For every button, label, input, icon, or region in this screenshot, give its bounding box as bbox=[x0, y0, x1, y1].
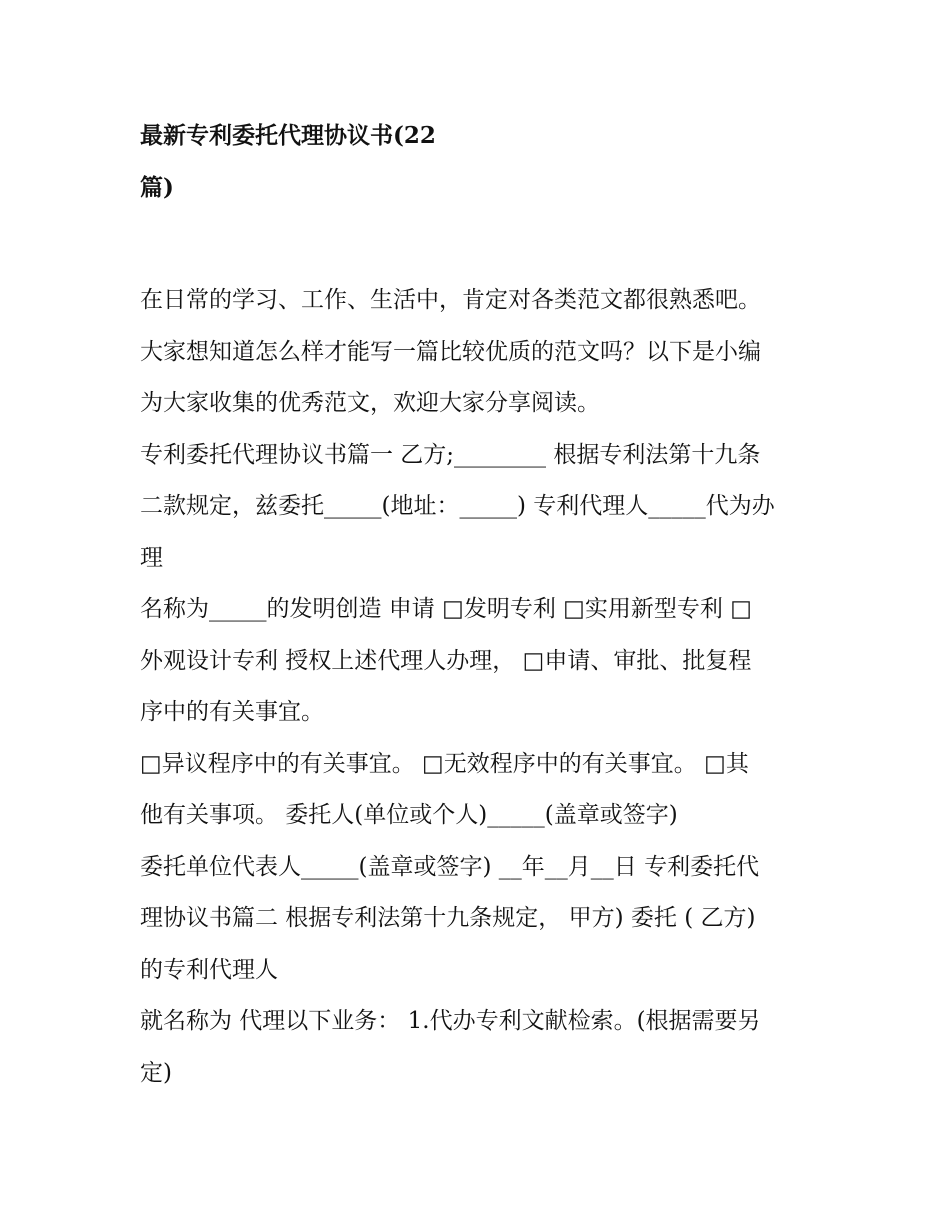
body-line: 为大家收集的优秀范文，欢迎大家分享阅读。 bbox=[140, 390, 600, 416]
body-line: 专利委托代理协议书篇一 乙方;________ 根据专利法第十九条 bbox=[140, 441, 761, 468]
body-line: 二款规定，兹委托_____(地址：_____) 专利代理人_____代为办 bbox=[140, 493, 775, 519]
body-line: 理 bbox=[140, 544, 163, 571]
body-line: 大家想知道怎么样才能写一篇比较优质的范文吗？以下是小编 bbox=[140, 338, 761, 365]
document-body bbox=[140, 275, 830, 1099]
body-line: 他有关事项。 委托人(单位或个人)_____(盖章或签字) bbox=[140, 802, 678, 828]
body-line: 理协议书篇二 根据专利法第十九条规定， 甲方) 委托 ( 乙方) bbox=[140, 905, 756, 931]
body-line: 就名称为 代理以下业务： 1.代办专利文献检索。(根据需要另 bbox=[140, 1008, 761, 1034]
body-line: 在日常的学习、工作、生活中，肯定对各类范文都很熟悉吧。 bbox=[140, 287, 761, 313]
body-line: 外观设计专利 授权上述代理人办理， □申请、审批、批复程 bbox=[140, 647, 752, 674]
title-line: 篇) bbox=[140, 173, 174, 201]
body-line: 委托单位代表人_____(盖章或签字) __年__月__日 专利委托代 bbox=[140, 853, 760, 880]
document-title bbox=[140, 110, 820, 213]
body-line: □异议程序中的有关事宜。 □无效程序中的有关事宜。 □其 bbox=[140, 750, 749, 777]
body-line: 序中的有关事宜。 bbox=[140, 699, 324, 725]
body-line: 定) bbox=[140, 1059, 172, 1086]
body-line: 名称为_____的发明创造 申请 □发明专利 □实用新型专利 □ bbox=[140, 596, 752, 622]
title-line: 最新专利委托代理协议书(22 bbox=[140, 122, 436, 149]
body-line: 的专利代理人 bbox=[140, 956, 278, 983]
